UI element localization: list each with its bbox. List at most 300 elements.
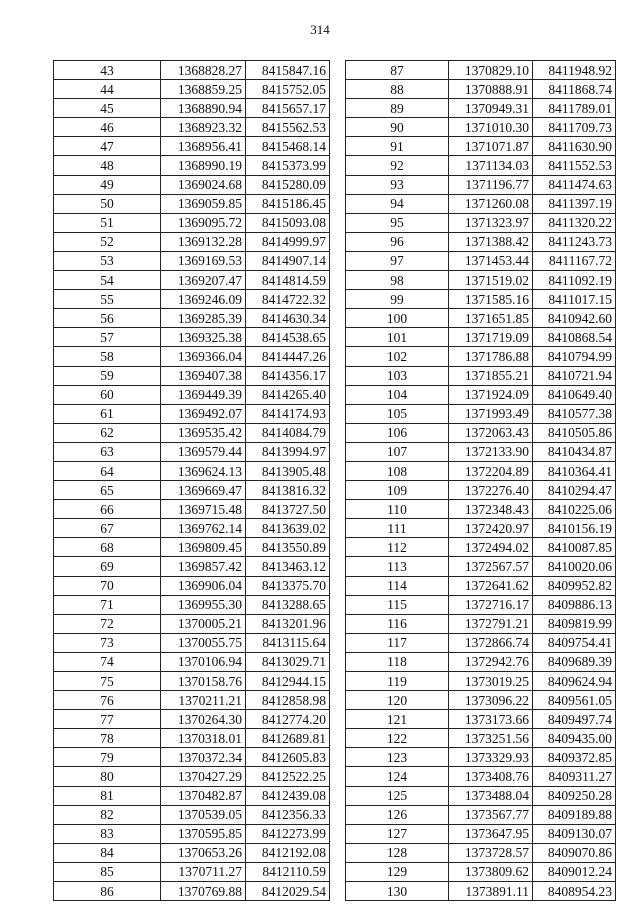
- table-row: [346, 748, 616, 767]
- table-row: [346, 672, 616, 691]
- x-coordinate-cell: 1372791.21: [449, 614, 533, 633]
- table-row: [346, 118, 616, 137]
- table-row: [346, 366, 616, 385]
- x-coordinate-cell: 1371719.09: [449, 328, 533, 347]
- table-row: [346, 194, 616, 213]
- point-number-cell: 95: [346, 213, 449, 232]
- point-number-cell: 117: [346, 633, 449, 652]
- point-number-cell: 61: [54, 404, 161, 423]
- x-coordinate-cell: 1369669.47: [161, 481, 246, 500]
- table-row: [346, 481, 616, 500]
- y-coordinate-cell: 8414084.79: [246, 423, 330, 442]
- point-number-cell: 105: [346, 404, 449, 423]
- table-row: [346, 862, 616, 881]
- table-row: [346, 404, 616, 423]
- x-coordinate-cell: 1371388.42: [449, 232, 533, 251]
- point-number-cell: 94: [346, 194, 449, 213]
- x-coordinate-cell: 1369246.09: [161, 290, 246, 309]
- x-coordinate-cell: 1371071.87: [449, 137, 533, 156]
- point-number-cell: 115: [346, 595, 449, 614]
- y-coordinate-cell: 8409189.88: [533, 805, 616, 824]
- x-coordinate-cell: 1371519.02: [449, 271, 533, 290]
- x-coordinate-cell: 1369095.72: [161, 213, 246, 232]
- table-row: [346, 710, 616, 729]
- table-row: [54, 824, 330, 843]
- x-coordinate-cell: 1371196.77: [449, 175, 533, 194]
- y-coordinate-cell: 8410721.94: [533, 366, 616, 385]
- x-coordinate-cell: 1373809.62: [449, 862, 533, 881]
- y-coordinate-cell: 8411167.72: [533, 251, 616, 270]
- y-coordinate-cell: 8411789.01: [533, 99, 616, 118]
- y-coordinate-cell: 8411320.22: [533, 213, 616, 232]
- y-coordinate-cell: 8415093.08: [246, 213, 330, 232]
- x-coordinate-cell: 1373647.95: [449, 824, 533, 843]
- point-number-cell: 62: [54, 423, 161, 442]
- x-coordinate-cell: 1370318.01: [161, 729, 246, 748]
- x-coordinate-cell: 1370653.26: [161, 843, 246, 862]
- table-row: [346, 232, 616, 251]
- point-number-cell: 116: [346, 614, 449, 633]
- point-number-cell: 102: [346, 347, 449, 366]
- y-coordinate-cell: 8414814.59: [246, 271, 330, 290]
- table-row: [54, 748, 330, 767]
- x-coordinate-cell: 1371260.08: [449, 194, 533, 213]
- table-row: [346, 290, 616, 309]
- table-row: [346, 271, 616, 290]
- x-coordinate-cell: 1373728.57: [449, 843, 533, 862]
- table-row: [346, 99, 616, 118]
- table-row: [54, 805, 330, 824]
- table-row: [346, 137, 616, 156]
- point-number-cell: 63: [54, 442, 161, 461]
- y-coordinate-cell: 8415186.45: [246, 194, 330, 213]
- x-coordinate-cell: 1369492.07: [161, 404, 246, 423]
- table-row: [346, 729, 616, 748]
- point-number-cell: 52: [54, 232, 161, 251]
- point-number-cell: 128: [346, 843, 449, 862]
- table-row: [54, 481, 330, 500]
- point-number-cell: 72: [54, 614, 161, 633]
- y-coordinate-cell: 8411709.73: [533, 118, 616, 137]
- x-coordinate-cell: 1370055.75: [161, 633, 246, 652]
- x-coordinate-cell: 1369325.38: [161, 328, 246, 347]
- y-coordinate-cell: 8414174.93: [246, 404, 330, 423]
- y-coordinate-cell: 8413463.12: [246, 557, 330, 576]
- y-coordinate-cell: 8412110.59: [246, 862, 330, 881]
- table-row: [54, 309, 330, 328]
- point-number-cell: 129: [346, 862, 449, 881]
- table-row: [54, 423, 330, 442]
- table-row: [54, 61, 330, 80]
- table-row: [346, 652, 616, 671]
- x-coordinate-cell: 1369169.53: [161, 251, 246, 270]
- point-number-cell: 127: [346, 824, 449, 843]
- x-coordinate-cell: 1372133.90: [449, 442, 533, 461]
- y-coordinate-cell: 8409497.74: [533, 710, 616, 729]
- point-number-cell: 64: [54, 461, 161, 480]
- point-number-cell: 75: [54, 672, 161, 691]
- point-number-cell: 97: [346, 251, 449, 270]
- y-coordinate-cell: 8409819.99: [533, 614, 616, 633]
- y-coordinate-cell: 8414356.17: [246, 366, 330, 385]
- point-number-cell: 89: [346, 99, 449, 118]
- y-coordinate-cell: 8413994.97: [246, 442, 330, 461]
- table-row: [54, 366, 330, 385]
- y-coordinate-cell: 8410649.40: [533, 385, 616, 404]
- y-coordinate-cell: 8410794.99: [533, 347, 616, 366]
- y-coordinate-cell: 8412944.15: [246, 672, 330, 691]
- table-row: [54, 194, 330, 213]
- point-number-cell: 106: [346, 423, 449, 442]
- point-number-cell: 53: [54, 251, 161, 270]
- table-row: [346, 614, 616, 633]
- y-coordinate-cell: 8409012.24: [533, 862, 616, 881]
- point-number-cell: 68: [54, 538, 161, 557]
- y-coordinate-cell: 8411092.19: [533, 271, 616, 290]
- y-coordinate-cell: 8410577.38: [533, 404, 616, 423]
- x-coordinate-cell: 1369955.30: [161, 595, 246, 614]
- table-row: [346, 309, 616, 328]
- x-coordinate-cell: 1369366.04: [161, 347, 246, 366]
- table-row: [346, 882, 616, 901]
- y-coordinate-cell: 8412605.83: [246, 748, 330, 767]
- y-coordinate-cell: 8409561.05: [533, 691, 616, 710]
- point-number-cell: 70: [54, 576, 161, 595]
- x-coordinate-cell: 1369579.44: [161, 442, 246, 461]
- y-coordinate-cell: 8411552.53: [533, 156, 616, 175]
- table-row: [346, 500, 616, 519]
- table-row: [54, 576, 330, 595]
- x-coordinate-cell: 1369207.47: [161, 271, 246, 290]
- point-number-cell: 125: [346, 786, 449, 805]
- table-row: [54, 710, 330, 729]
- table-row: [54, 691, 330, 710]
- point-number-cell: 57: [54, 328, 161, 347]
- y-coordinate-cell: 8413288.65: [246, 595, 330, 614]
- point-number-cell: 109: [346, 481, 449, 500]
- y-coordinate-cell: 8409435.00: [533, 729, 616, 748]
- y-coordinate-cell: 8411243.73: [533, 232, 616, 251]
- table-row: [346, 385, 616, 404]
- x-coordinate-cell: 1371993.49: [449, 404, 533, 423]
- point-number-cell: 113: [346, 557, 449, 576]
- y-coordinate-cell: 8413727.50: [246, 500, 330, 519]
- point-number-cell: 122: [346, 729, 449, 748]
- point-number-cell: 91: [346, 137, 449, 156]
- table-row: [346, 175, 616, 194]
- point-number-cell: 45: [54, 99, 161, 118]
- y-coordinate-cell: 8410868.54: [533, 328, 616, 347]
- table-row: [54, 538, 330, 557]
- point-number-cell: 120: [346, 691, 449, 710]
- y-coordinate-cell: 8413029.71: [246, 652, 330, 671]
- y-coordinate-cell: 8412522.25: [246, 767, 330, 786]
- y-coordinate-cell: 8409372.85: [533, 748, 616, 767]
- x-coordinate-cell: 1373096.22: [449, 691, 533, 710]
- point-number-cell: 101: [346, 328, 449, 347]
- x-coordinate-cell: 1369132.28: [161, 232, 246, 251]
- table-row: [54, 461, 330, 480]
- y-coordinate-cell: 8410942.60: [533, 309, 616, 328]
- y-coordinate-cell: 8409624.94: [533, 672, 616, 691]
- point-number-cell: 60: [54, 385, 161, 404]
- y-coordinate-cell: 8409311.27: [533, 767, 616, 786]
- table-row: [346, 767, 616, 786]
- point-number-cell: 65: [54, 481, 161, 500]
- table-row: [54, 652, 330, 671]
- x-coordinate-cell: 1368890.94: [161, 99, 246, 118]
- y-coordinate-cell: 8412273.99: [246, 824, 330, 843]
- y-coordinate-cell: 8409689.39: [533, 652, 616, 671]
- x-coordinate-cell: 1369809.45: [161, 538, 246, 557]
- point-number-cell: 103: [346, 366, 449, 385]
- point-number-cell: 88: [346, 80, 449, 99]
- point-number-cell: 51: [54, 213, 161, 232]
- point-number-cell: 96: [346, 232, 449, 251]
- table-row: [54, 213, 330, 232]
- coordinates-table-left: [53, 60, 330, 901]
- y-coordinate-cell: 8414447.26: [246, 347, 330, 366]
- point-number-cell: 124: [346, 767, 449, 786]
- table-row: [54, 175, 330, 194]
- y-coordinate-cell: 8410505.86: [533, 423, 616, 442]
- x-coordinate-cell: 1371010.30: [449, 118, 533, 137]
- table-row: [346, 557, 616, 576]
- table-row: [346, 519, 616, 538]
- point-number-cell: 74: [54, 652, 161, 671]
- point-number-cell: 90: [346, 118, 449, 137]
- x-coordinate-cell: 1372641.62: [449, 576, 533, 595]
- x-coordinate-cell: 1372348.43: [449, 500, 533, 519]
- table-row: [54, 862, 330, 881]
- y-coordinate-cell: 8410434.87: [533, 442, 616, 461]
- x-coordinate-cell: 1372866.74: [449, 633, 533, 652]
- point-number-cell: 46: [54, 118, 161, 137]
- y-coordinate-cell: 8411017.15: [533, 290, 616, 309]
- x-coordinate-cell: 1373408.76: [449, 767, 533, 786]
- x-coordinate-cell: 1372420.97: [449, 519, 533, 538]
- table-row: [54, 156, 330, 175]
- y-coordinate-cell: 8412029.54: [246, 882, 330, 901]
- table-row: [54, 786, 330, 805]
- y-coordinate-cell: 8411397.19: [533, 194, 616, 213]
- point-number-cell: 85: [54, 862, 161, 881]
- x-coordinate-cell: 1370539.05: [161, 805, 246, 824]
- point-number-cell: 58: [54, 347, 161, 366]
- y-coordinate-cell: 8410087.85: [533, 538, 616, 557]
- table-row: [346, 461, 616, 480]
- x-coordinate-cell: 1369857.42: [161, 557, 246, 576]
- point-number-cell: 71: [54, 595, 161, 614]
- table-row: [54, 290, 330, 309]
- table-row: [54, 767, 330, 786]
- table-row: [346, 156, 616, 175]
- point-number-cell: 110: [346, 500, 449, 519]
- point-number-cell: 44: [54, 80, 161, 99]
- table-row: [346, 251, 616, 270]
- table-row: [54, 271, 330, 290]
- point-number-cell: 118: [346, 652, 449, 671]
- table-row: [54, 595, 330, 614]
- x-coordinate-cell: 1370106.94: [161, 652, 246, 671]
- x-coordinate-cell: 1370427.29: [161, 767, 246, 786]
- table-row: [346, 423, 616, 442]
- point-number-cell: 98: [346, 271, 449, 290]
- point-number-cell: 114: [346, 576, 449, 595]
- table-row: [346, 633, 616, 652]
- x-coordinate-cell: 1368956.41: [161, 137, 246, 156]
- x-coordinate-cell: 1371924.09: [449, 385, 533, 404]
- table-row: [346, 538, 616, 557]
- point-number-cell: 123: [346, 748, 449, 767]
- y-coordinate-cell: 8414630.34: [246, 309, 330, 328]
- x-coordinate-cell: 1370372.34: [161, 748, 246, 767]
- x-coordinate-cell: 1372716.17: [449, 595, 533, 614]
- table-row: [54, 385, 330, 404]
- table-row: [54, 442, 330, 461]
- point-number-cell: 126: [346, 805, 449, 824]
- point-number-cell: 87: [346, 61, 449, 80]
- point-number-cell: 66: [54, 500, 161, 519]
- x-coordinate-cell: 1370158.76: [161, 672, 246, 691]
- x-coordinate-cell: 1369715.48: [161, 500, 246, 519]
- table-row: [346, 786, 616, 805]
- point-number-cell: 79: [54, 748, 161, 767]
- table-row: [54, 347, 330, 366]
- x-coordinate-cell: 1368859.25: [161, 80, 246, 99]
- y-coordinate-cell: 8414907.14: [246, 251, 330, 270]
- point-number-cell: 111: [346, 519, 449, 538]
- x-coordinate-cell: 1371855.21: [449, 366, 533, 385]
- x-coordinate-cell: 1369285.39: [161, 309, 246, 328]
- y-coordinate-cell: 8413816.32: [246, 481, 330, 500]
- point-number-cell: 84: [54, 843, 161, 862]
- y-coordinate-cell: 8414999.97: [246, 232, 330, 251]
- point-number-cell: 121: [346, 710, 449, 729]
- table-row: [346, 805, 616, 824]
- point-number-cell: 43: [54, 61, 161, 80]
- point-number-cell: 92: [346, 156, 449, 175]
- x-coordinate-cell: 1373567.77: [449, 805, 533, 824]
- point-number-cell: 108: [346, 461, 449, 480]
- x-coordinate-cell: 1370829.10: [449, 61, 533, 80]
- x-coordinate-cell: 1373173.66: [449, 710, 533, 729]
- y-coordinate-cell: 8412689.81: [246, 729, 330, 748]
- y-coordinate-cell: 8413639.02: [246, 519, 330, 538]
- table-row: [54, 328, 330, 347]
- point-number-cell: 59: [54, 366, 161, 385]
- point-number-cell: 67: [54, 519, 161, 538]
- point-number-cell: 76: [54, 691, 161, 710]
- table-row: [346, 576, 616, 595]
- x-coordinate-cell: 1369024.68: [161, 175, 246, 194]
- x-coordinate-cell: 1370211.21: [161, 691, 246, 710]
- y-coordinate-cell: 8411474.63: [533, 175, 616, 194]
- point-number-cell: 73: [54, 633, 161, 652]
- point-number-cell: 83: [54, 824, 161, 843]
- table-row: [54, 137, 330, 156]
- point-number-cell: 80: [54, 767, 161, 786]
- point-number-cell: 82: [54, 805, 161, 824]
- y-coordinate-cell: 8410020.06: [533, 557, 616, 576]
- point-number-cell: 77: [54, 710, 161, 729]
- point-number-cell: 78: [54, 729, 161, 748]
- x-coordinate-cell: 1368828.27: [161, 61, 246, 80]
- y-coordinate-cell: 8409754.41: [533, 633, 616, 652]
- y-coordinate-cell: 8412356.33: [246, 805, 330, 824]
- x-coordinate-cell: 1372063.43: [449, 423, 533, 442]
- table-row: [346, 595, 616, 614]
- point-number-cell: 99: [346, 290, 449, 309]
- x-coordinate-cell: 1373488.04: [449, 786, 533, 805]
- table-row: [346, 691, 616, 710]
- point-number-cell: 130: [346, 882, 449, 901]
- y-coordinate-cell: 8409070.86: [533, 843, 616, 862]
- x-coordinate-cell: 1369624.13: [161, 461, 246, 480]
- table-row: [54, 251, 330, 270]
- y-coordinate-cell: 8413115.64: [246, 633, 330, 652]
- y-coordinate-cell: 8415562.53: [246, 118, 330, 137]
- y-coordinate-cell: 8411868.74: [533, 80, 616, 99]
- y-coordinate-cell: 8410364.41: [533, 461, 616, 480]
- x-coordinate-cell: 1373329.93: [449, 748, 533, 767]
- y-coordinate-cell: 8413550.89: [246, 538, 330, 557]
- x-coordinate-cell: 1370711.27: [161, 862, 246, 881]
- y-coordinate-cell: 8415657.17: [246, 99, 330, 118]
- x-coordinate-cell: 1368990.19: [161, 156, 246, 175]
- table-row: [346, 328, 616, 347]
- point-number-cell: 55: [54, 290, 161, 309]
- y-coordinate-cell: 8413375.70: [246, 576, 330, 595]
- point-number-cell: 49: [54, 175, 161, 194]
- table-row: [54, 80, 330, 99]
- y-coordinate-cell: 8414265.40: [246, 385, 330, 404]
- x-coordinate-cell: 1372494.02: [449, 538, 533, 557]
- y-coordinate-cell: 8413201.96: [246, 614, 330, 633]
- x-coordinate-cell: 1370482.87: [161, 786, 246, 805]
- table-row: [54, 614, 330, 633]
- table-row: [346, 61, 616, 80]
- point-number-cell: 86: [54, 882, 161, 901]
- y-coordinate-cell: 8409130.07: [533, 824, 616, 843]
- y-coordinate-cell: 8411948.92: [533, 61, 616, 80]
- x-coordinate-cell: 1369059.85: [161, 194, 246, 213]
- y-coordinate-cell: 8412192.08: [246, 843, 330, 862]
- x-coordinate-cell: 1368923.32: [161, 118, 246, 137]
- y-coordinate-cell: 8412858.98: [246, 691, 330, 710]
- x-coordinate-cell: 1371453.44: [449, 251, 533, 270]
- point-number-cell: 112: [346, 538, 449, 557]
- y-coordinate-cell: 8410294.47: [533, 481, 616, 500]
- y-coordinate-cell: 8415373.99: [246, 156, 330, 175]
- x-coordinate-cell: 1370595.85: [161, 824, 246, 843]
- y-coordinate-cell: 8410156.19: [533, 519, 616, 538]
- x-coordinate-cell: 1373019.25: [449, 672, 533, 691]
- table-row: [54, 633, 330, 652]
- x-coordinate-cell: 1371786.88: [449, 347, 533, 366]
- point-number-cell: 48: [54, 156, 161, 175]
- x-coordinate-cell: 1369449.39: [161, 385, 246, 404]
- table-row: [54, 404, 330, 423]
- table-row: [346, 442, 616, 461]
- point-number-cell: 54: [54, 271, 161, 290]
- point-number-cell: 50: [54, 194, 161, 213]
- y-coordinate-cell: 8412774.20: [246, 710, 330, 729]
- y-coordinate-cell: 8411630.90: [533, 137, 616, 156]
- x-coordinate-cell: 1372204.89: [449, 461, 533, 480]
- x-coordinate-cell: 1372276.40: [449, 481, 533, 500]
- table-row: [346, 213, 616, 232]
